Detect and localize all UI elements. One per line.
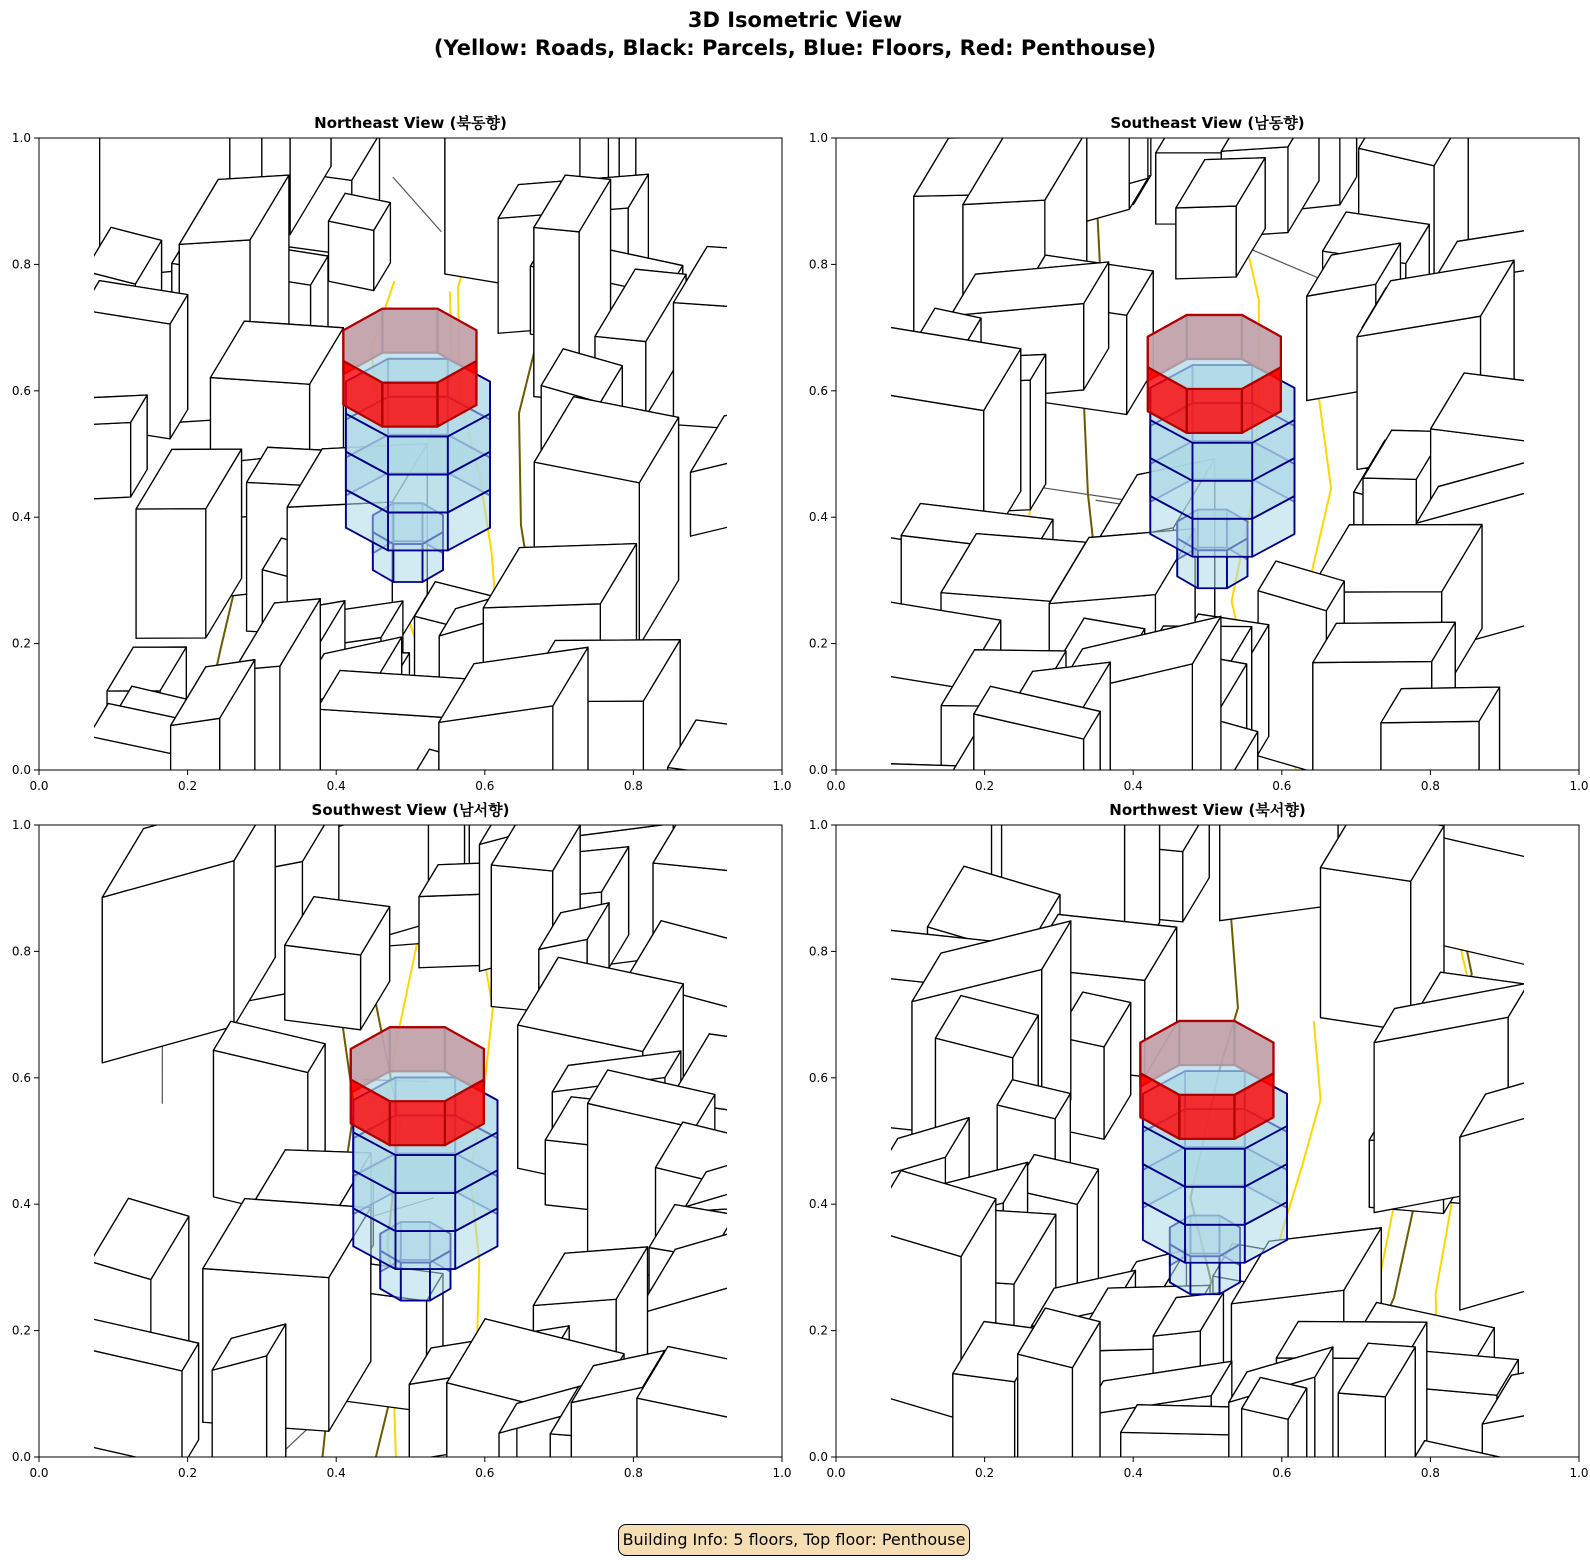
building-face: [1242, 1409, 1288, 1557]
margin-mask: [727, 825, 782, 1457]
y-tick-label: 0.4: [11, 1197, 31, 1212]
building-face: [285, 945, 361, 1030]
floor-face: [388, 474, 448, 512]
y-tick-label: 0.8: [11, 257, 31, 272]
panel-title: Southwest View (남서향): [311, 801, 510, 819]
y-tick-label: 1.0: [11, 818, 31, 832]
x-tick-label: 0.2: [178, 1466, 198, 1480]
building: [212, 1324, 286, 1514]
x-tick-label: 0.8: [1420, 1466, 1440, 1480]
y-tick-label: 0.6: [11, 1070, 31, 1085]
penthouse-roof: [343, 309, 476, 383]
x-tick-label: 1.0: [1569, 1466, 1589, 1480]
building-face: [1484, 1461, 1517, 1560]
penthouse: [351, 1027, 484, 1145]
penthouse-roof: [1148, 315, 1281, 389]
building-face: [1176, 1451, 1236, 1531]
x-tick-label: 1.0: [772, 779, 792, 793]
x-tick-label: 0.0: [826, 779, 846, 793]
panel-3: [12, 740, 813, 1560]
x-tick-label: 0.8: [1420, 779, 1440, 793]
penthouse: [1140, 1021, 1273, 1139]
floor-face: [1185, 1187, 1245, 1225]
panel-4: [809, 672, 1589, 1560]
building: [1392, 1441, 1517, 1560]
penthouse-face: [1179, 1095, 1234, 1139]
building-info-box: Building Info: 5 floors, Top floor: Penthouse: [618, 1524, 970, 1556]
scene: [0, 8, 792, 897]
building-face: [212, 1356, 266, 1514]
building: [329, 193, 391, 290]
building-roof: [1446, 0, 1586, 84]
floor-face: [396, 1193, 456, 1231]
building-roof: [1313, 622, 1455, 662]
y-tick-label: 0.4: [808, 510, 828, 525]
y-tick-label: 0.8: [808, 944, 828, 959]
building-roof: [166, 8, 331, 102]
building: [1338, 1343, 1415, 1540]
parcel-line: [278, 768, 445, 806]
x-tick-label: 1.0: [1569, 779, 1589, 793]
floor-face: [1193, 443, 1253, 481]
building-face: [419, 894, 489, 968]
parcel-line: [393, 177, 441, 232]
building-face: [953, 1374, 1015, 1502]
building-roof: [1381, 687, 1500, 723]
x-tick-label: 0.8: [623, 1466, 643, 1480]
x-tick-label: 0.8: [623, 779, 643, 793]
penthouse: [343, 309, 476, 427]
y-tick-label: 0.2: [808, 1323, 828, 1338]
margin-mask: [1524, 825, 1579, 1457]
y-tick-label: 1.0: [808, 131, 828, 145]
x-tick-label: 1.0: [772, 1466, 792, 1480]
floor-face: [388, 436, 448, 474]
y-tick-label: 0.0: [808, 1450, 828, 1464]
x-tick-label: 0.6: [475, 1466, 495, 1480]
building-face: [1392, 1495, 1484, 1560]
margin-mask: [836, 825, 891, 1457]
panel-title: Northwest View (북서향): [1109, 801, 1306, 819]
penthouse-roof: [351, 1027, 484, 1101]
penthouse-roof: [1140, 1021, 1273, 1095]
y-tick-label: 0.8: [11, 944, 31, 959]
x-tick-label: 0.4: [326, 779, 346, 793]
target-building: [351, 1027, 498, 1300]
scene: [62, 740, 812, 1560]
x-tick-label: 0.0: [29, 1466, 49, 1480]
building-face: [1030, 354, 1045, 509]
figure-title-line2: (Yellow: Roads, Black: Parcels, Blue: Floors, Red: Penthouse): [433, 36, 1157, 60]
panel-2: [809, 0, 1590, 897]
building-face: [1321, 868, 1411, 1032]
x-tick-label: 0.6: [1272, 1466, 1292, 1480]
building-face: [136, 509, 206, 639]
margin-mask: [39, 138, 94, 770]
building-roof: [1276, 53, 1357, 88]
margin-mask: [39, 825, 94, 1457]
x-tick-label: 0.0: [826, 1466, 846, 1480]
y-tick-label: 0.0: [11, 763, 31, 777]
x-tick-label: 0.2: [178, 779, 198, 793]
y-tick-label: 0.2: [11, 1323, 31, 1338]
building-roof: [100, 70, 262, 135]
floor-face: [1193, 519, 1253, 557]
building-face: [329, 221, 374, 290]
x-tick-label: 0.2: [975, 779, 995, 793]
building: [102, 792, 275, 1063]
panel-title: Northeast View (북동향): [314, 114, 507, 132]
penthouse-face: [390, 1101, 445, 1145]
building-face: [941, 790, 988, 873]
y-tick-label: 0.4: [808, 1197, 828, 1212]
building-face: [1018, 1354, 1073, 1532]
floor-face: [396, 1155, 456, 1193]
building-roof: [622, 772, 771, 801]
scene: [836, 0, 1590, 897]
x-tick-label: 0.6: [1272, 779, 1292, 793]
x-tick-label: 0.0: [29, 779, 49, 793]
y-tick-label: 0.2: [11, 636, 31, 651]
margin-mask: [727, 138, 782, 770]
building-face: [878, 763, 998, 828]
building-face: [1340, 53, 1357, 205]
floor-face: [388, 512, 448, 550]
x-tick-label: 0.2: [975, 1466, 995, 1480]
x-tick-label: 0.4: [1123, 779, 1143, 793]
margin-mask: [836, 138, 891, 770]
y-tick-label: 0.6: [11, 383, 31, 398]
y-tick-label: 0.0: [808, 763, 828, 777]
y-tick-label: 1.0: [808, 818, 828, 832]
building-roof: [115, 15, 257, 103]
penthouse-face: [1187, 389, 1242, 433]
penthouse: [1148, 315, 1281, 433]
y-tick-label: 0.0: [11, 1450, 31, 1464]
building: [136, 449, 241, 638]
y-tick-label: 0.8: [808, 257, 828, 272]
building-face: [1392, 1441, 1425, 1558]
figure-title-line1: 3D Isometric View: [687, 8, 903, 32]
panel-1: [0, 8, 792, 897]
x-tick-label: 0.6: [475, 779, 495, 793]
floor-face: [396, 1231, 456, 1269]
y-tick-label: 0.6: [808, 383, 828, 398]
penthouse-face: [382, 383, 437, 427]
y-tick-label: 0.6: [808, 1070, 828, 1085]
margin-mask: [1524, 138, 1579, 770]
building-face: [1176, 206, 1236, 279]
panel-title: Southeast View (남동향): [1110, 114, 1305, 132]
x-tick-label: 0.4: [1123, 1466, 1143, 1480]
x-tick-label: 0.4: [326, 1466, 346, 1480]
floor-face: [1185, 1225, 1245, 1263]
floor-face: [1193, 481, 1253, 519]
building: [1018, 1308, 1100, 1532]
y-tick-label: 1.0: [11, 131, 31, 145]
building-face: [1338, 1393, 1385, 1540]
y-tick-label: 0.2: [808, 636, 828, 651]
floor-face: [1185, 1149, 1245, 1187]
building-face: [156, 15, 258, 144]
y-tick-label: 0.4: [11, 510, 31, 525]
